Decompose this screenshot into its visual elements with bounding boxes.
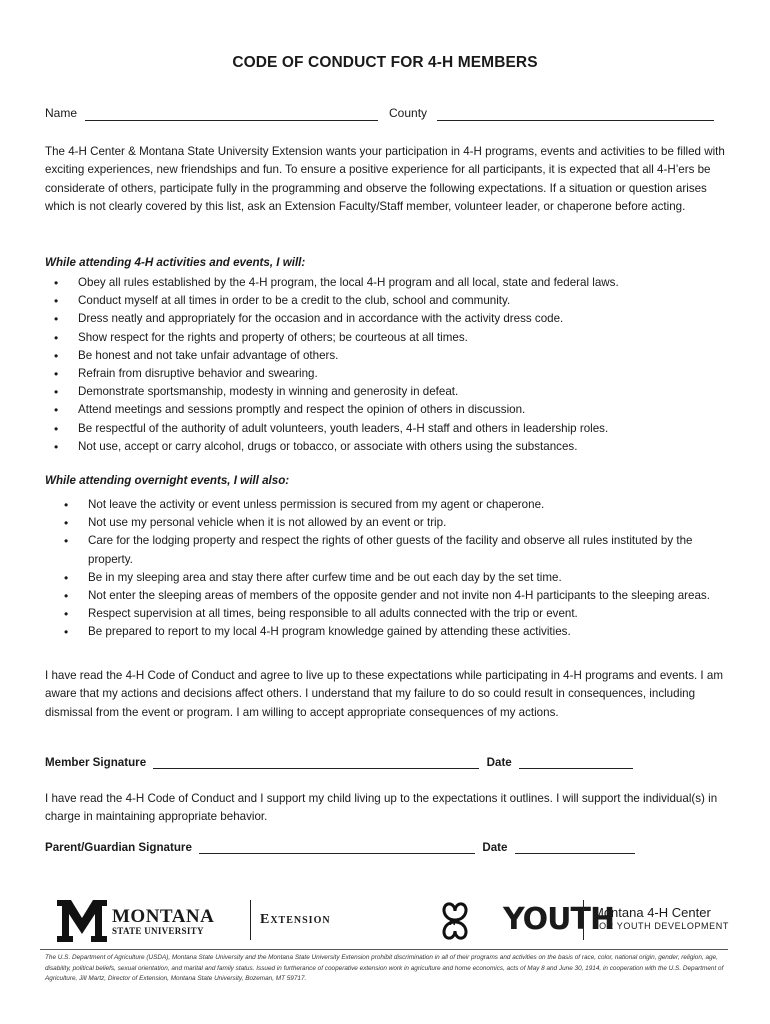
logo-divider-2	[583, 900, 584, 940]
name-county-row	[45, 106, 725, 126]
center-logo-line1: Montana 4-H Center	[593, 905, 711, 920]
bullet-item: • Respect supervision at all times, being responsible to all adults connected with the trip or event.	[88, 605, 728, 623]
msu-logo-line1: MONTANA	[112, 906, 215, 927]
parent-date-label: Date	[482, 841, 508, 854]
bullet-item: • Not enter the sleeping areas of members of the opposite gender and not invite non 4-H participants to the sleeping areas.	[88, 587, 728, 605]
bullet-item: • Not use my personal vehicle when it is not allowed by an event or trip.	[88, 514, 728, 532]
member-signature-label: Member Signature	[45, 756, 147, 769]
bullet-item: • Not use, accept or carry alcohol, drugs or tobacco, or associate with others using the substances.	[78, 438, 728, 456]
name-field[interactable]	[85, 120, 378, 121]
bullet-item: • Be honest and not take unfair advantage of others.	[78, 347, 728, 365]
section2-list	[88, 496, 728, 642]
msu-m-logo-icon	[55, 900, 109, 942]
parent-signature-row	[45, 841, 635, 857]
msu-logo-line2: STATE UNIVERSITY	[112, 926, 204, 936]
center-logo-line2: FOR YOUTH DEVELOPMENT	[593, 921, 729, 931]
parent-signature-label: Parent/Guardian Signature	[45, 841, 192, 854]
member-statement: I have read the 4-H Code of Conduct and agree to live up to these expectations while participating in 4-H programs and events. I am aware that my actions and decisions affect others. I understand that my failure to do so could result in consequences, including dismissal from the event or program. I am willing to accept appropriate consequences of my actions.	[45, 669, 723, 719]
extension-logo-text: Extension	[260, 912, 331, 927]
bullet-item: • Not leave the activity or event unless permission is secured from my agent or chaperone.	[88, 496, 728, 514]
member-date-label: Date	[486, 756, 512, 769]
member-signature-field[interactable]	[153, 756, 479, 769]
bullet-item: • Obey all rules established by the 4-H program, the local 4-H program and all local, state and federal laws.	[78, 274, 728, 292]
county-label: County	[389, 106, 428, 120]
bullet-item: • Care for the lodging property and respect the rights of other guests of the facility and observe all rules instituted by the property.	[88, 532, 728, 568]
bullet-item: • Refrain from disruptive behavior and swearing.	[78, 365, 728, 383]
logo-bar	[40, 896, 730, 946]
bullet-item: • Show respect for the rights and property of others; be courteous at all times.	[78, 329, 728, 347]
page-title: CODE OF CONDUCT FOR 4-H MEMBERS	[232, 54, 538, 71]
bullet-item: • Demonstrate sportsmanship, modesty in winning and generosity in defeat.	[78, 383, 728, 401]
bullet-item: • Conduct myself at all times in order to be a credit to the club, school and community.	[78, 292, 728, 310]
youth-logo-text: YOUTH	[503, 902, 615, 937]
footer-rule	[40, 949, 728, 950]
county-field[interactable]	[437, 120, 714, 121]
bullet-item: • Be in my sleeping area and stay there after curfew time and be out each day by the set time.	[88, 569, 728, 587]
parent-signature-field[interactable]	[199, 841, 475, 854]
parent-statement: I have read the 4-H Code of Conduct and I support my child living up to the expectations it outlines. I will support the individual(s) in charge in maintaining appropriate behavior.	[45, 792, 718, 824]
member-date-field[interactable]	[519, 756, 633, 769]
logo-divider	[250, 900, 251, 940]
footer-disclaimer: The U.S. Department of Agriculture (USDA), Montana State University and the Montana State University Extension prohibit discrimination in all of their programs and activities on the basis of race, color, national origin, gender, religion, age, disability, political beliefs, sexual orientation, and marital and family status. Issued in furtherance of cooperative extension work in agriculture and home economics, acts of May 8 and June 30, 1914, in cooperation with the U.S. Department of Agriculture, Jill Martz, Director of Extension, Montana State University, Bozeman, MT 59717.	[45, 954, 724, 982]
parent-date-field[interactable]	[515, 841, 635, 854]
svg-text:H: H	[449, 918, 456, 927]
bullet-item: • Be respectful of the authority of adult volunteers, youth leaders, 4-H staff and others in leadership roles.	[78, 420, 728, 438]
four-h-clover-icon	[433, 900, 477, 942]
section1-heading: While attending 4-H activities and events, I will:	[45, 256, 306, 269]
intro-paragraph: The 4-H Center & Montana State University Extension wants your participation in 4-H programs, events and activities to be filled with exciting experiences, new friendships and fun. To ensure a positive experience for all participants, it is expected that all 4-H’ers be considerate of others, participate fully in the programming and observe the following expectations. If a situation or question arises which is not clearly covered by this list, ask an Extension Faculty/Staff member, volunteer leader, or chaperone before acting.	[45, 145, 725, 213]
section2-heading: While attending overnight events, I will also:	[45, 474, 290, 487]
section1-list	[78, 274, 728, 456]
name-label: Name	[45, 106, 78, 120]
bullet-item: • Be prepared to report to my local 4-H program knowledge gained by attending these activities.	[88, 623, 728, 641]
bullet-item: • Dress neatly and appropriately for the occasion and in accordance with the activity dress code.	[78, 310, 728, 328]
bullet-item: • Attend meetings and sessions promptly and respect the opinion of others in discussion.	[78, 401, 728, 419]
member-signature-row	[45, 756, 633, 772]
